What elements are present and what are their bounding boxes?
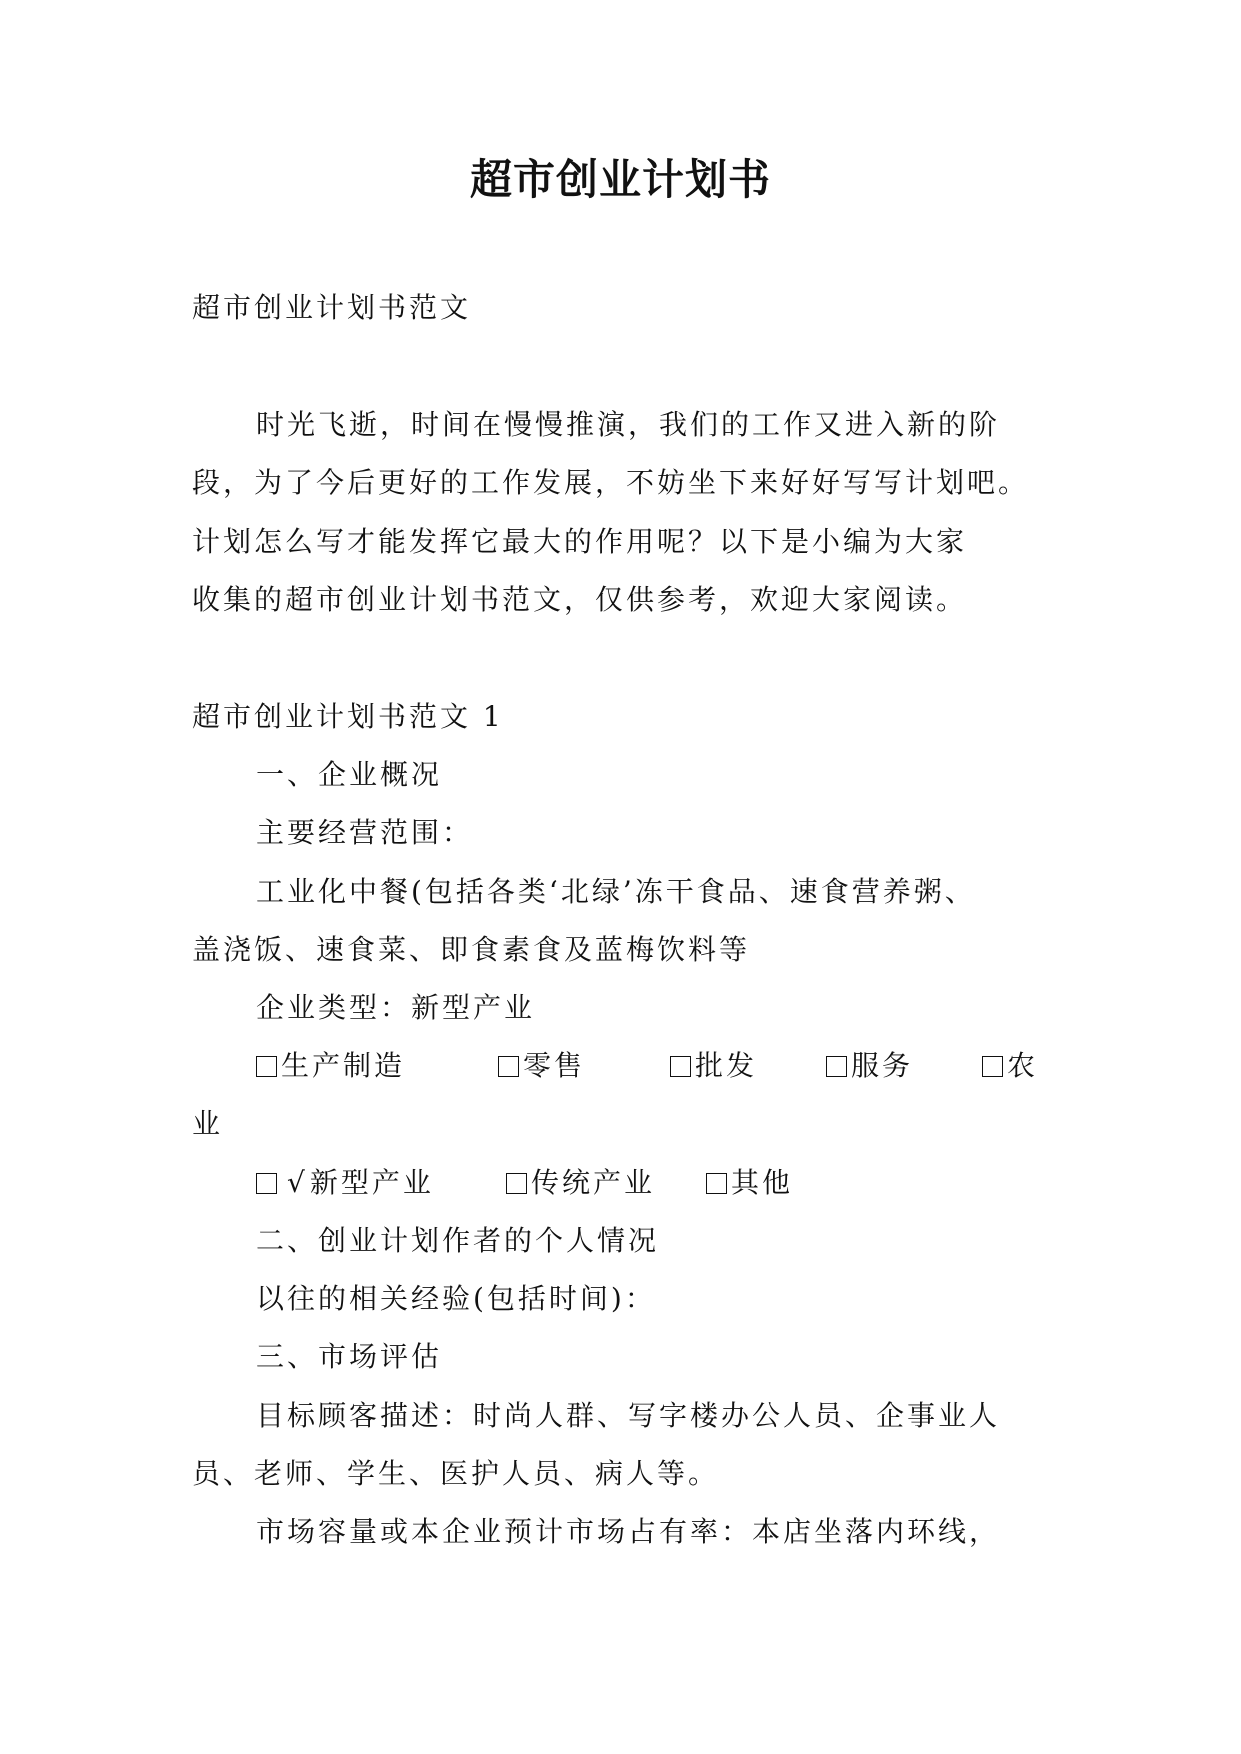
intro-line-4: 收集的超市创业计划书范文，仅供参考，欢迎大家阅读。 [192,583,968,616]
option-label: 零售 [523,1049,586,1082]
target-customers-line-2: 员、老师、学生、医护人员、病人等。 [192,1457,720,1490]
option-traditional-industry [506,1163,655,1203]
checkbox-icon [256,1056,277,1077]
checkbox-icon [982,1056,1003,1077]
intro-line-3: 计划怎么写才能发挥它最大的作用呢？以下是小编为大家 [192,525,968,558]
option-retail [498,1046,585,1086]
document-title: 超市创业计划书 [469,155,771,204]
option-label: 批发 [695,1049,758,1082]
experience-label: 以往的相关经验(包括时间)： [256,1282,656,1315]
intro-line-2: 段，为了今后更好的工作发展，不妨坐下来好好写写计划吧。 [192,466,1030,499]
option-other [706,1163,793,1203]
option-label: 新型产业 [309,1166,434,1199]
option-new-industry [256,1163,434,1203]
heading-author-info: 二、创业计划作者的个人情况 [256,1224,660,1257]
option-label: 传统产业 [531,1166,656,1199]
option-wholesale [670,1046,757,1086]
business-scope-line-2: 盖浇饭、速食菜、即食素食及蓝梅饮料等 [192,933,751,966]
industry-options-row-1 [256,1046,1056,1086]
option-label: 生产制造 [281,1049,406,1082]
option-label: 服务 [851,1049,914,1082]
checkbox-icon [506,1173,527,1194]
heading-enterprise-overview: 一、企业概况 [256,758,443,791]
checkbox-icon [256,1173,277,1194]
option-label: 其他 [731,1166,794,1199]
checkbox-icon [670,1056,691,1077]
business-scope-line-1: 工业化中餐(包括各类‘北绿’冻干食品、速食营养粥、 [256,875,976,908]
heading-market-assessment: 三、市场评估 [256,1340,443,1373]
market-capacity-line: 市场容量或本企业预计市场占有率：本店坐落内环线， [256,1515,1001,1548]
target-customers-line-1: 目标顾客描述：时尚人群、写字楼办公人员、企事业人 [256,1399,1001,1432]
checkbox-icon [706,1173,727,1194]
intro-line-1: 时光飞逝，时间在慢慢推演，我们的工作又进入新的阶 [256,408,1001,441]
industry-options-row-2 [256,1163,856,1203]
option-agriculture-wrap: 业 [192,1107,224,1140]
section-heading: 超市创业计划书范文 1 [192,700,504,733]
checkmark-icon: √ [287,1166,308,1199]
enterprise-type: 企业类型：新型产业 [256,991,536,1024]
option-manufacturing [256,1046,405,1086]
business-scope-label: 主要经营范围： [256,816,474,849]
option-service [826,1046,913,1086]
checkbox-icon [826,1056,847,1077]
option-agriculture [982,1046,1038,1086]
document-subtitle: 超市创业计划书范文 [192,291,472,324]
checkbox-icon [498,1056,519,1077]
option-label: 农 [1007,1049,1039,1082]
